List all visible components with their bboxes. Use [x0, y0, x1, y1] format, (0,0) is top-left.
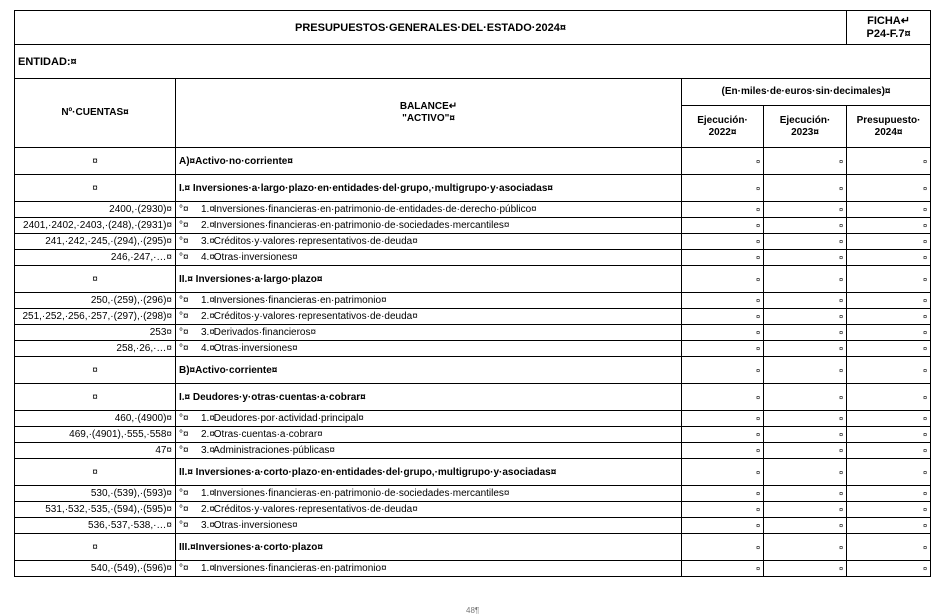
exec-2023-value[interactable]	[764, 486, 847, 502]
account-cell: ¤	[15, 175, 176, 202]
concept-text: Créditos·y·valores·representativos·de·deuda¤	[213, 311, 418, 322]
concept-text: Otras·cuentas·a·cobrar¤	[213, 429, 323, 440]
item-number: 4.¤	[201, 343, 215, 354]
budget-2024-value[interactable]	[847, 561, 931, 577]
exec-2023-value[interactable]	[764, 175, 847, 202]
cell-end-mark: ¤	[839, 330, 844, 337]
concept-text: II.¤ Inversiones·a·largo·plazo¤	[179, 273, 323, 285]
table-row	[15, 502, 931, 518]
budget-2024-value[interactable]	[847, 518, 931, 534]
cell-end-mark: ¤	[756, 544, 760, 552]
account-cell: ¤	[15, 148, 176, 175]
concept-cell	[176, 309, 682, 325]
section-row	[15, 534, 931, 561]
concept-text: I.¤ Deudores·y·otras·cuentas·a·cobrar¤	[179, 391, 366, 403]
cell-end-mark: ¤	[923, 507, 928, 514]
bullet-mark: °¤	[179, 311, 189, 322]
cell-end-mark: ¤	[839, 523, 844, 530]
bullet-mark: °¤	[179, 429, 189, 440]
bullet-mark: °¤	[179, 236, 189, 247]
cell-end-mark: ¤	[923, 298, 928, 305]
concept-text: Inversiones·financieras·en·patrimonio¤	[213, 295, 387, 306]
account-cell: ¤	[15, 459, 176, 486]
balance-sheet-form	[14, 10, 931, 577]
budget-2024-value[interactable]	[847, 234, 931, 250]
budget-2024-value[interactable]	[847, 250, 931, 266]
account-cell: 2400,·(2930)¤	[15, 202, 176, 218]
concept-cell	[176, 443, 682, 459]
item-number: 2.¤	[201, 311, 215, 322]
exec-2022-value[interactable]	[682, 202, 764, 218]
bullet-mark: °¤	[179, 445, 189, 456]
cell-end-mark: ¤	[923, 394, 928, 402]
exec-2022-line2: 2022¤	[708, 126, 737, 138]
section-row	[15, 357, 931, 384]
exec-2022-value[interactable]	[682, 459, 764, 486]
section-row	[15, 459, 931, 486]
cell-end-mark: ¤	[756, 507, 760, 514]
bullet-mark: °¤	[179, 204, 189, 215]
item-number: 1.¤	[201, 563, 215, 574]
concept-cell	[176, 175, 682, 202]
item-number: 1.¤	[201, 413, 215, 424]
exec-2022-value[interactable]	[682, 534, 764, 561]
account-cell: ¤	[15, 534, 176, 561]
concept-text: Inversiones·financieras·en·patrimonio·de·sociedades·mercantiles¤	[213, 220, 510, 231]
cell-end-mark: ¤	[839, 239, 844, 246]
concept-text: Inversiones·financieras·en·patrimonio·de·sociedades·mercantiles¤	[213, 488, 510, 499]
exec-2023-value[interactable]	[764, 218, 847, 234]
cell-end-mark: ¤	[839, 346, 844, 353]
cell-end-mark: ¤	[756, 491, 760, 498]
cell-end-mark: ¤	[923, 469, 928, 477]
account-cell: 241,·242,·245,·(294),·(295)¤	[15, 234, 176, 250]
cell-end-mark: ¤	[923, 185, 928, 193]
budget-2024-value[interactable]	[847, 175, 931, 202]
cell-end-mark: ¤	[839, 416, 844, 423]
table-row	[15, 486, 931, 502]
concept-cell	[176, 325, 682, 341]
concept-text: III.¤Inversiones·a·corto·plazo¤	[179, 541, 323, 553]
concept-cell	[176, 534, 682, 561]
exec-2022-value[interactable]	[682, 443, 764, 459]
cell-end-mark: ¤	[923, 491, 928, 498]
concept-text: I.¤ Inversiones·a·largo·plazo·en·entidades·del·grupo,·multigrupo·y·asociadas¤	[179, 182, 553, 194]
section-row	[15, 175, 931, 202]
cell-end-mark: ¤	[839, 314, 844, 321]
budget-2024-value[interactable]	[847, 486, 931, 502]
item-number: 2.¤	[201, 429, 215, 440]
item-number: 1.¤	[201, 204, 215, 215]
cell-end-mark: ¤	[923, 432, 928, 439]
account-cell: 246,·247,·…¤	[15, 250, 176, 266]
item-number: 2.¤	[201, 504, 215, 515]
cell-end-mark: ¤	[923, 448, 928, 455]
cell-end-mark: ¤	[923, 346, 928, 353]
exec-2022-value[interactable]	[682, 218, 764, 234]
bullet-mark: °¤	[179, 488, 189, 499]
cell-end-mark: ¤	[756, 346, 760, 353]
exec-2022-value[interactable]	[682, 561, 764, 577]
exec-2022-value[interactable]	[682, 250, 764, 266]
budget-2024-value[interactable]	[847, 266, 931, 293]
exec-2022-line1: Ejecución·	[697, 114, 748, 126]
concept-cell	[176, 148, 682, 175]
account-cell: 250,·(259),·(296)¤	[15, 293, 176, 309]
exec-2023-line2: 2023¤	[791, 126, 819, 138]
exec-2023-value[interactable]	[764, 293, 847, 309]
exec-2023-value[interactable]	[764, 148, 847, 175]
exec-2023-line1: Ejecución·	[779, 114, 831, 126]
concept-text: II.¤ Inversiones·a·corto·plazo·en·entidades·del·grupo,·multigrupo·y·asociadas¤	[179, 466, 557, 478]
section-row	[15, 266, 931, 293]
exec-2022-value[interactable]	[682, 518, 764, 534]
balance-header-line1: BALANCE↵	[399, 101, 458, 112]
account-cell: ¤	[15, 384, 176, 411]
cell-end-mark: ¤	[923, 223, 928, 230]
budget-2024-header	[847, 106, 931, 148]
concept-cell	[176, 234, 682, 250]
account-cell: 460,·(4900)¤	[15, 411, 176, 427]
concept-text: A)¤Activo·no·corriente¤	[179, 155, 293, 167]
exec-2023-value[interactable]	[764, 427, 847, 443]
exec-2023-value[interactable]	[764, 250, 847, 266]
table-row	[15, 341, 931, 357]
cell-end-mark: ¤	[756, 158, 760, 166]
account-cell: 2401,·2402,·2403,·(248),·(2931)¤	[15, 218, 176, 234]
cell-end-mark: ¤	[839, 544, 844, 552]
concept-text: Otras·inversiones¤	[213, 520, 298, 531]
item-number: 3.¤	[201, 520, 215, 531]
exec-2022-value[interactable]	[682, 502, 764, 518]
units-header: (En·miles·de·euros·sin·decimales)¤	[682, 79, 931, 106]
exec-2023-header	[764, 106, 847, 148]
exec-2022-value[interactable]	[682, 234, 764, 250]
page-number: 48¶	[466, 606, 480, 615]
exec-2023-value[interactable]	[764, 341, 847, 357]
accounts-column-header: Nº·CUENTAS¤	[15, 79, 176, 148]
concept-text: Derivados·financieros¤	[213, 327, 317, 338]
cell-end-mark: ¤	[923, 207, 928, 214]
cell-end-mark: ¤	[839, 207, 844, 214]
exec-2022-value[interactable]	[682, 357, 764, 384]
concept-text: Inversiones·financieras·en·patrimonio·de·entidades·de·derecho·público¤	[213, 204, 537, 215]
budget-2024-value[interactable]	[847, 293, 931, 309]
cell-end-mark: ¤	[756, 367, 760, 375]
item-number: 3.¤	[201, 236, 215, 247]
budget-2024-value[interactable]	[847, 218, 931, 234]
cell-end-mark: ¤	[923, 276, 928, 284]
cell-end-mark: ¤	[756, 469, 760, 477]
cell-end-mark: ¤	[923, 158, 928, 166]
item-number: 3.¤	[201, 445, 215, 456]
cell-end-mark: ¤	[756, 566, 760, 573]
cell-end-mark: ¤	[756, 276, 760, 284]
budget-2024-value[interactable]	[847, 443, 931, 459]
bullet-mark: °¤	[179, 327, 189, 338]
account-cell: 47¤	[15, 443, 176, 459]
cell-end-mark: ¤	[923, 367, 928, 375]
cell-end-mark: ¤	[756, 239, 760, 246]
cell-end-mark: ¤	[839, 298, 844, 305]
concept-cell	[176, 561, 682, 577]
entity-field[interactable]: ENTIDAD:¤	[15, 45, 931, 79]
exec-2022-value[interactable]	[682, 486, 764, 502]
balance-column-header	[176, 79, 682, 148]
exec-2023-value[interactable]	[764, 518, 847, 534]
exec-2022-value[interactable]	[682, 309, 764, 325]
concept-text: Créditos·y·valores·representativos·de·deuda¤	[213, 504, 418, 515]
section-row	[15, 384, 931, 411]
concept-cell	[176, 427, 682, 443]
form-title: PRESUPUESTOS·GENERALES·DEL·ESTADO·2024¤	[15, 11, 847, 45]
concept-cell	[176, 459, 682, 486]
cell-end-mark: ¤	[923, 416, 928, 423]
cell-end-mark: ¤	[839, 394, 844, 402]
exec-2023-value[interactable]	[764, 266, 847, 293]
budget-2024-value[interactable]	[847, 357, 931, 384]
exec-2022-value[interactable]	[682, 293, 764, 309]
cell-end-mark: ¤	[923, 523, 928, 530]
concept-cell	[176, 202, 682, 218]
bullet-mark: °¤	[179, 413, 189, 424]
budget-2024-value[interactable]	[847, 459, 931, 486]
exec-2022-value[interactable]	[682, 411, 764, 427]
form-code	[847, 11, 931, 45]
cell-end-mark: ¤	[756, 416, 760, 423]
cell-end-mark: ¤	[756, 432, 760, 439]
exec-2022-value[interactable]	[682, 175, 764, 202]
account-cell: 258,·26,·…¤	[15, 341, 176, 357]
form-code-line1: FICHA↵	[867, 14, 910, 27]
exec-2023-value[interactable]	[764, 459, 847, 486]
table-row	[15, 325, 931, 341]
budget-2024-value[interactable]	[847, 502, 931, 518]
cell-end-mark: ¤	[756, 314, 760, 321]
budget-2024-value[interactable]	[847, 384, 931, 411]
concept-cell	[176, 293, 682, 309]
exec-2023-value[interactable]	[764, 357, 847, 384]
concept-cell	[176, 486, 682, 502]
cell-end-mark: ¤	[839, 448, 844, 455]
concept-cell	[176, 411, 682, 427]
cell-end-mark: ¤	[756, 523, 760, 530]
budget-2024-line1: Presupuesto·	[856, 114, 921, 126]
account-cell: 536,·537,·538,·…¤	[15, 518, 176, 534]
cell-end-mark: ¤	[839, 158, 844, 166]
cell-end-mark: ¤	[839, 276, 844, 284]
cell-end-mark: ¤	[923, 544, 928, 552]
table-row	[15, 411, 931, 427]
account-cell: ¤	[15, 266, 176, 293]
exec-2023-value[interactable]	[764, 443, 847, 459]
exec-2022-value[interactable]	[682, 148, 764, 175]
exec-2023-value[interactable]	[764, 325, 847, 341]
cell-end-mark: ¤	[923, 314, 928, 321]
item-number: 2.¤	[201, 220, 215, 231]
cell-end-mark: ¤	[756, 448, 760, 455]
cell-end-mark: ¤	[756, 298, 760, 305]
form-code-line2: P24-F.7¤	[866, 27, 911, 40]
item-number: 3.¤	[201, 327, 215, 338]
concept-text: Administraciones·públicas¤	[213, 445, 335, 456]
concept-cell	[176, 250, 682, 266]
cell-end-mark: ¤	[923, 566, 928, 573]
cell-end-mark: ¤	[923, 255, 928, 262]
exec-2022-value[interactable]	[682, 384, 764, 411]
concept-cell	[176, 357, 682, 384]
exec-2023-value[interactable]	[764, 309, 847, 325]
budget-2024-value[interactable]	[847, 325, 931, 341]
table-row	[15, 561, 931, 577]
item-number: 4.¤	[201, 252, 215, 263]
exec-2022-value[interactable]	[682, 341, 764, 357]
cell-end-mark: ¤	[839, 566, 844, 573]
exec-2022-value[interactable]	[682, 266, 764, 293]
budget-2024-line2: 2024¤	[874, 126, 903, 138]
concept-cell	[176, 502, 682, 518]
table-row	[15, 427, 931, 443]
budget-2024-value[interactable]	[847, 411, 931, 427]
exec-2023-value[interactable]	[764, 411, 847, 427]
table-row	[15, 443, 931, 459]
exec-2022-value[interactable]	[682, 427, 764, 443]
exec-2022-header	[682, 106, 764, 148]
cell-end-mark: ¤	[839, 507, 844, 514]
cell-end-mark: ¤	[839, 491, 844, 498]
bullet-mark: °¤	[179, 252, 189, 263]
table-row	[15, 218, 931, 234]
bullet-mark: °¤	[179, 504, 189, 515]
cell-end-mark: ¤	[923, 239, 928, 246]
cell-end-mark: ¤	[756, 394, 760, 402]
table-row	[15, 309, 931, 325]
cell-end-mark: ¤	[756, 223, 760, 230]
budget-2024-value[interactable]	[847, 427, 931, 443]
budget-2024-value[interactable]	[847, 534, 931, 561]
bullet-mark: °¤	[179, 563, 189, 574]
exec-2023-value[interactable]	[764, 502, 847, 518]
concept-text: Otras·inversiones¤	[213, 252, 298, 263]
cell-end-mark: ¤	[839, 469, 844, 477]
bullet-mark: °¤	[179, 343, 189, 354]
table-row	[15, 250, 931, 266]
budget-2024-value[interactable]	[847, 309, 931, 325]
account-cell: 251,·252,·256,·257,·(297),·(298)¤	[15, 309, 176, 325]
cell-end-mark: ¤	[756, 185, 760, 193]
concept-text: Deudores·por·actividad·principal¤	[213, 413, 364, 424]
bullet-mark: °¤	[179, 520, 189, 531]
cell-end-mark: ¤	[839, 223, 844, 230]
concept-text: Otras·inversiones¤	[213, 343, 298, 354]
concept-cell	[176, 218, 682, 234]
table-row	[15, 234, 931, 250]
cell-end-mark: ¤	[839, 185, 844, 193]
cell-end-mark: ¤	[839, 432, 844, 439]
table-row	[15, 202, 931, 218]
table-row	[15, 518, 931, 534]
cell-end-mark: ¤	[923, 330, 928, 337]
budget-2024-value[interactable]	[847, 202, 931, 218]
concept-text: B)¤Activo·corriente¤	[179, 364, 278, 376]
account-cell: 540,·(549),·(596)¤	[15, 561, 176, 577]
cell-end-mark: ¤	[839, 255, 844, 262]
concept-text: Créditos·y·valores·representativos·de·deuda¤	[213, 236, 418, 247]
section-row	[15, 148, 931, 175]
concept-text: Inversiones·financieras·en·patrimonio¤	[213, 563, 387, 574]
concept-cell	[176, 266, 682, 293]
bullet-mark: °¤	[179, 220, 189, 231]
exec-2023-value[interactable]	[764, 234, 847, 250]
budget-2024-value[interactable]	[847, 148, 931, 175]
exec-2023-value[interactable]	[764, 384, 847, 411]
table-row	[15, 293, 931, 309]
exec-2023-value[interactable]	[764, 202, 847, 218]
account-cell: 469,·(4901),·555,·558¤	[15, 427, 176, 443]
bullet-mark: °¤	[179, 295, 189, 306]
concept-cell	[176, 384, 682, 411]
cell-end-mark: ¤	[756, 255, 760, 262]
cell-end-mark: ¤	[756, 207, 760, 214]
item-number: 1.¤	[201, 295, 215, 306]
account-cell: 530,·(539),·(593)¤	[15, 486, 176, 502]
item-number: 1.¤	[201, 488, 215, 499]
exec-2023-value[interactable]	[764, 561, 847, 577]
exec-2022-value[interactable]	[682, 325, 764, 341]
account-cell: 253¤	[15, 325, 176, 341]
account-cell: 531,·532,·535,·(594),·(595)¤	[15, 502, 176, 518]
budget-2024-value[interactable]	[847, 341, 931, 357]
account-cell: ¤	[15, 357, 176, 384]
exec-2023-value[interactable]	[764, 534, 847, 561]
balance-header-line2: "ACTIVO"¤	[402, 113, 455, 124]
cell-end-mark: ¤	[839, 367, 844, 375]
cell-end-mark: ¤	[756, 330, 760, 337]
concept-cell	[176, 341, 682, 357]
concept-cell	[176, 518, 682, 534]
